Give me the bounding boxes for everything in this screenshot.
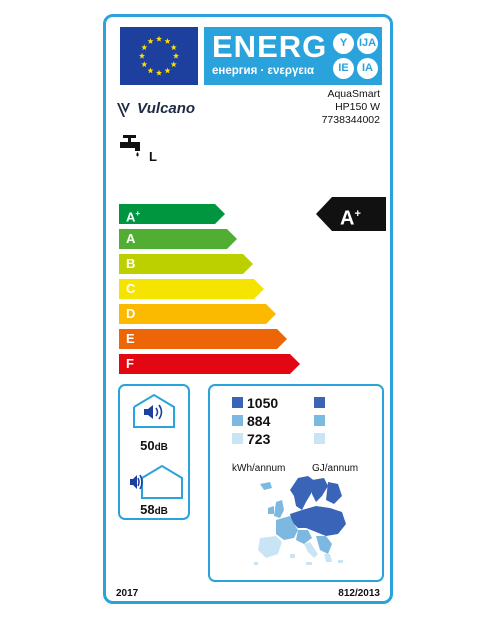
brand-name: Vulcano xyxy=(137,100,196,117)
model-code: HP150 W xyxy=(335,101,380,113)
class-letter: A xyxy=(126,209,136,225)
europe-climate-map-icon xyxy=(246,474,354,572)
lang-badge: IE xyxy=(333,58,354,79)
indoor-sound-icon xyxy=(132,393,176,429)
gj-unit: GJ/annum xyxy=(312,463,359,474)
warm-zone-gj-swatch xyxy=(314,433,325,444)
eu-star xyxy=(147,68,153,74)
eu-star xyxy=(147,38,153,44)
class-letter: B xyxy=(126,256,136,271)
noise-unit: dB xyxy=(154,442,168,453)
outdoor-sound-icon xyxy=(128,464,184,500)
lang-badge: IA xyxy=(357,58,378,79)
indoor-noise-value: 50 xyxy=(140,438,155,453)
eu-star xyxy=(164,68,170,74)
energy-label xyxy=(103,14,393,604)
model-info xyxy=(322,88,380,127)
load-profile-value: L xyxy=(149,149,157,164)
warm-zone-kwh: 723 xyxy=(247,431,271,447)
cold-zone-kwh: 1050 xyxy=(247,395,279,411)
eu-star xyxy=(164,38,170,44)
water-tap-icon xyxy=(118,135,144,157)
regulation-number: 812/2013 xyxy=(338,588,380,599)
cold-zone-gj-swatch xyxy=(314,397,325,408)
outdoor-noise-value: 58 xyxy=(140,502,155,517)
eu-star xyxy=(173,53,179,59)
class-letter: D xyxy=(126,306,136,321)
class-letter: A xyxy=(126,231,136,246)
vulcano-logo-icon xyxy=(116,101,133,119)
noise-unit: dB xyxy=(154,506,168,517)
class-bar-f xyxy=(119,354,300,374)
average-zone-kwh: 884 xyxy=(247,413,271,429)
article-number: 7738344002 xyxy=(321,114,380,126)
label-year: 2017 xyxy=(116,588,139,599)
model-name: AquaSmart xyxy=(327,88,380,100)
rated-class-letter: A xyxy=(340,207,355,230)
eu-star xyxy=(156,70,162,76)
label-header xyxy=(120,27,382,85)
eu-star xyxy=(171,44,177,50)
lang-badge: IJA xyxy=(357,33,378,54)
class-bar-b xyxy=(119,254,253,274)
eu-star xyxy=(139,53,145,59)
class-letter: C xyxy=(126,281,136,296)
class-letter: E xyxy=(126,331,135,346)
eu-star xyxy=(141,61,147,67)
class-letter: F xyxy=(126,356,134,371)
energy-consumption-panel xyxy=(208,384,384,582)
class-bar-d xyxy=(119,304,276,324)
rated-class-arrow xyxy=(316,197,386,231)
lang-badge: Y xyxy=(333,33,354,54)
eu-star xyxy=(156,36,162,42)
energy-title: ENERG xyxy=(212,29,328,64)
class-bar-c xyxy=(119,279,264,299)
kwh-unit: kWh/annum xyxy=(232,463,286,474)
rated-class-plus: + xyxy=(354,208,361,220)
eu-star xyxy=(171,61,177,67)
warm-zone-swatch xyxy=(232,433,243,444)
eu-flag-icon xyxy=(120,27,198,85)
class-bar-e xyxy=(119,329,287,349)
class-bar-a xyxy=(119,229,237,249)
outdoor-noise xyxy=(120,502,188,517)
class-plus: + xyxy=(135,209,141,218)
cold-zone-swatch xyxy=(232,397,243,408)
average-zone-gj-swatch xyxy=(314,415,325,426)
indoor-noise xyxy=(120,438,188,453)
class-bar-aplus xyxy=(119,204,225,224)
energy-title-box xyxy=(204,27,382,85)
average-zone-swatch xyxy=(232,415,243,426)
eu-star xyxy=(141,44,147,50)
noise-panel xyxy=(118,384,190,520)
energy-subtitle: енергия · ενεργεια xyxy=(212,65,315,77)
